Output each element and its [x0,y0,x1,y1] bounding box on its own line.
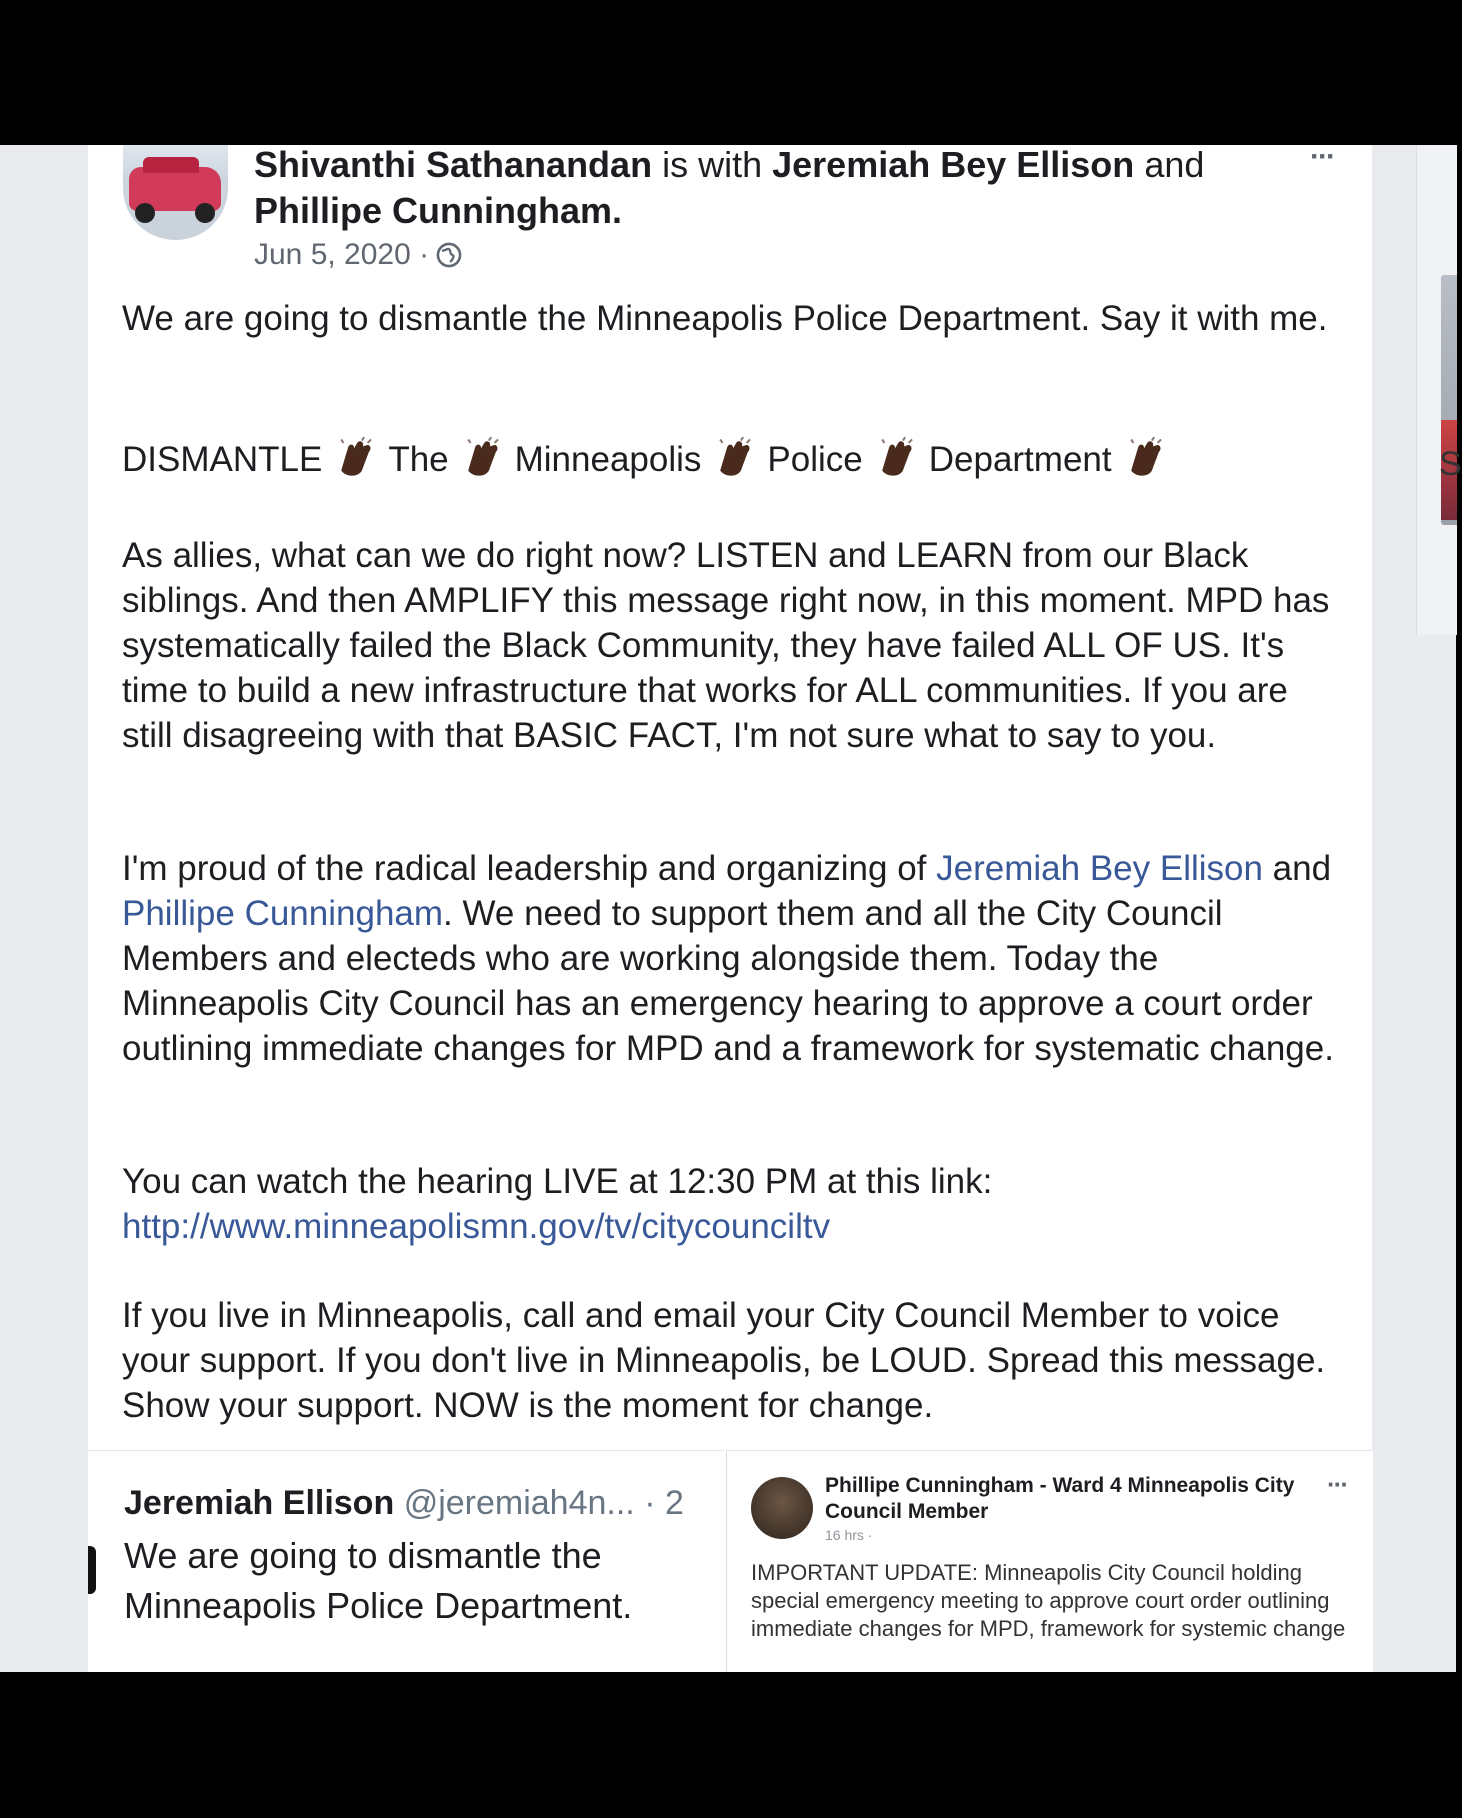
tweet-avatar-edge [88,1546,96,1594]
post-paragraph-5 [122,1159,1202,1249]
tweet-author-name[interactable]: Jeremiah Ellison [124,1484,395,1522]
phillipe-mention-link[interactable]: Phillipe Cunningham [122,894,444,933]
post-more-options-button[interactable]: ··· [1310,140,1334,173]
post-date-link[interactable]: Jun 5, 2020 · [254,238,430,271]
tweet-time: · 2 [644,1484,684,1522]
sidebar-letter: S [1439,445,1462,483]
post-paragraph-6: If you live in Minneapolis, call and email your City Council Member to voice your support. If you don't live in Minneapolis, be LOUD. Spread this message. Show your support. NOW is the moment for change. [122,1296,1326,1425]
shared-post-time: 16 hrs · [825,1527,873,1543]
dismantle-word: Police [767,439,863,479]
bottom-black-bar [0,1672,1456,1818]
post-paragraph-4 [122,846,1342,1071]
top-black-bar [0,0,1456,145]
p5-text-a: You can watch the hearing LIVE at 12:30 PM at this link: [122,1162,993,1201]
tweet-handle[interactable]: @jeremiah4n... [403,1484,635,1522]
post-header-line-2 [254,189,622,233]
post-header-line-1 [254,143,1204,187]
tweet-header [124,1481,684,1525]
author-name-link[interactable]: Shivanthi Sathanandan [254,144,653,185]
dismantle-line [122,436,1178,482]
dismantle-word: DISMANTLE [122,439,323,479]
p4-text-c: . We need to support them and all the City Council Members and electeds who are working alongside them. Today the Minneapolis City Council has an emergency hearing to approve a court order outlining immediate changes for MPD and a framework for systematic change. [122,894,1334,1068]
clapping-hands-icon [332,436,378,482]
post-meta [254,238,463,272]
jeremiah-mention-link[interactable]: Jeremiah Bey Ellison [936,849,1263,888]
shared-post-author[interactable]: Phillipe Cunningham - Ward 4 Minneapolis City Council Member [825,1474,1295,1523]
clapping-hands-icon [1122,436,1168,482]
p4-text-b: and [1262,849,1332,888]
dismantle-word: Minneapolis [514,439,702,479]
tagged-user-2-link[interactable]: Phillipe Cunningham. [254,190,622,231]
tweet-text: We are going to dismantle the Minneapolis Police Department. [124,1535,633,1626]
embedded-facebook-post[interactable] [726,1450,1373,1673]
globe-icon [435,241,463,269]
p4-text-a: I'm proud of the radical leadership and organizing of [122,849,937,888]
shared-post-text: IMPORTANT UPDATE: Minneapolis City Council holding special emergency meeting to approve court order outlining immediate changes for MPD, framework for systemic change [751,1560,1346,1641]
clapping-hands-icon [873,436,919,482]
embedded-tweet[interactable] [88,1450,724,1673]
council-tv-link[interactable]: http://www.minneapolismn.gov/tv/citycounciltv [122,1207,831,1246]
clapping-hands-icon [711,436,757,482]
shared-post-more-button[interactable]: ··· [1327,1469,1347,1499]
right-sidebar-peek[interactable] [1416,145,1462,635]
dismantle-word: Department [928,439,1112,479]
and-text: and [1144,144,1205,185]
tagged-user-1-link[interactable]: Jeremiah Bey Ellison [772,144,1135,185]
post-paragraph-3: As allies, what can we do right now? LISTEN and LEARN from our Black siblings. And then AMPLIFY this message right now, in this moment. MPD has systematically failed the Black Community, they have failed ALL OF US. It's time to build a new infrastructure that works for ALL communities. If you are still disagreeing with that BASIC FACT, I'm not sure what to say to you. [122,536,1330,755]
clapping-hands-icon [459,436,505,482]
with-text: is with [662,144,763,185]
post-paragraph-1: We are going to dismantle the Minneapolis Police Department. Say it with me. [122,299,1328,338]
shared-post-avatar[interactable] [751,1477,813,1539]
dismantle-word: The [388,439,449,479]
